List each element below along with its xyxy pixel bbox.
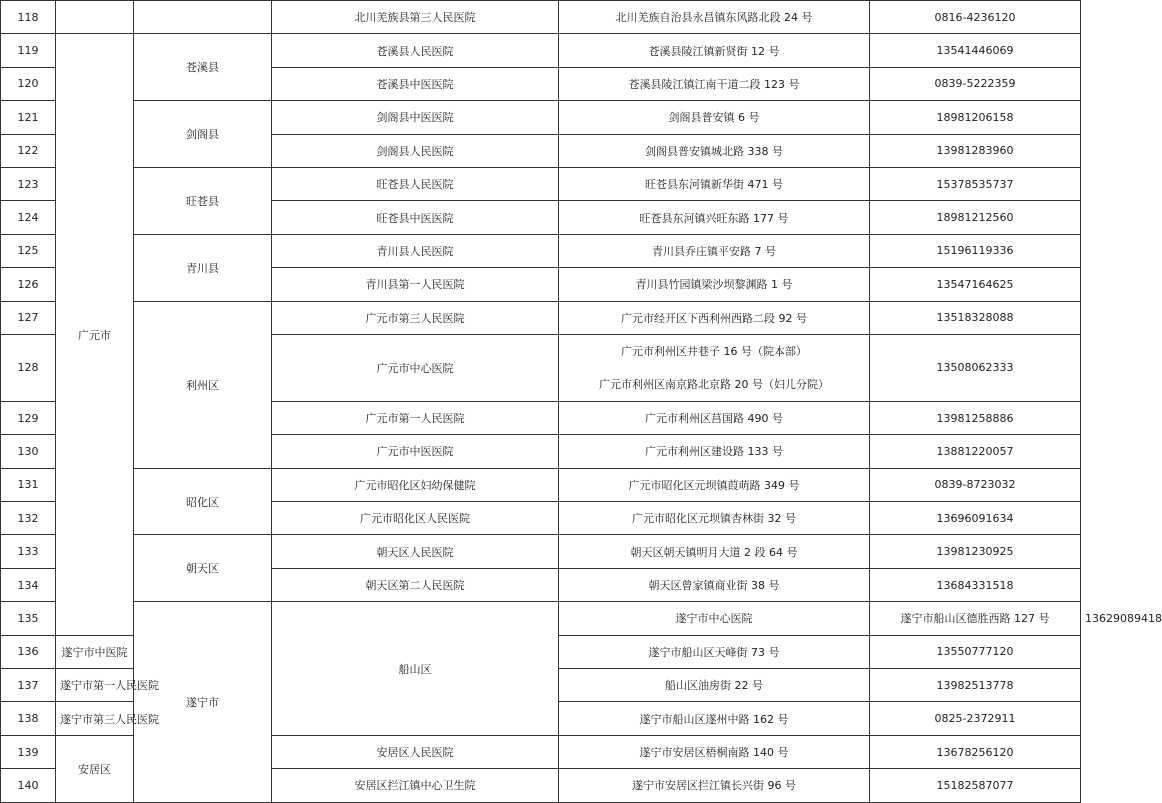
hospital-name: 广元市第三人民医院 [272,301,559,334]
row-number: 121 [1,101,56,134]
hospital-address: 青川县乔庄镇平安路 7 号 [559,234,870,267]
hospital-phone: 18981212560 [870,201,1081,234]
hospital-name: 广元市中医医院 [272,435,559,468]
district-cell: 旺苍县 [134,167,272,234]
hospital-name: 遂宁市第三人民医院 [56,702,134,735]
hospital-phone: 13981258886 [870,401,1081,434]
hospital-address: 遂宁市船山区德胜西路 127 号 [870,602,1081,635]
row-number: 118 [1,1,56,34]
hospital-address: 遂宁市安居区梧桐南路 140 号 [559,735,870,768]
hospital-phone: 13981230925 [870,535,1081,568]
hospital-phone: 13547164625 [870,268,1081,301]
district-cell: 昭化区 [134,468,272,535]
hospital-name: 遂宁市中心医院 [559,602,870,635]
hospital-address: 旺苍县东河镇兴旺东路 177 号 [559,201,870,234]
hospital-name: 苍溪县人民医院 [272,34,559,67]
hospital-phone: 13550777120 [870,635,1081,668]
table-row [1,34,1081,67]
hospital-phone: 0839-5222359 [870,67,1081,100]
district-cell: 苍溪县 [134,34,272,101]
table-row: 135 遂宁市 船山区 遂宁市中心医院 遂宁市船山区德胜西路 127 号 13629089418 [1,602,1081,635]
hospital-name: 遂宁市中医院 [56,635,134,668]
hospital-address: 朝天区朝天镇明月大道 2 段 64 号 [559,535,870,568]
hospital-phone: 13541446069 [870,34,1081,67]
row-number: 123 [1,167,56,200]
hospital-name: 广元市昭化区人民医院 [272,502,559,535]
hospital-name: 青川县人民医院 [272,234,559,267]
row-number: 126 [1,268,56,301]
hospital-name: 广元市第一人民医院 [272,401,559,434]
hospital-phone: 15182587077 [870,769,1081,802]
hospital-phone: 0816-4236120 [870,1,1081,34]
hospital-address: 苍溪县陵江镇江南干道二段 123 号 [559,67,870,100]
row-number: 136 [1,635,56,668]
row-number: 124 [1,201,56,234]
hospital-name: 剑阁县中医医院 [272,101,559,134]
table-row [1,234,1081,267]
district-cell: 剑阁县 [134,101,272,168]
table-row [1,167,1081,200]
hospital-name: 广元市昭化区妇幼保健院 [272,468,559,501]
hospital-name: 旺苍县人民医院 [272,167,559,200]
city-cell [56,1,134,34]
hospital-phone: 13678256120 [870,735,1081,768]
hospital-address: 苍溪县陵江镇新贤街 12 号 [559,34,870,67]
row-number: 134 [1,568,56,601]
hospital-name: 安居区人民医院 [272,735,559,768]
hospital-name: 广元市中心医院 [272,334,559,401]
hospital-name: 苍溪县中医医院 [272,67,559,100]
hospital-phone: 0839-8723032 [870,468,1081,501]
table-row [1,535,1081,568]
hospital-address: 广元市利州区井巷子 16 号（院本部） [621,344,807,358]
district-cell: 朝天区 [134,535,272,602]
table-row [1,101,1081,134]
row-number: 131 [1,468,56,501]
hospital-address: 北川羌族自治县永昌镇东风路北段 24 号 [559,1,870,34]
hospital-name: 朝天区人民医院 [272,535,559,568]
district-cell: 安居区 [56,735,134,802]
district-cell: 船山区 [272,602,559,736]
row-number: 140 [1,769,56,802]
hospital-name: 旺苍县中医医院 [272,201,559,234]
table-row [1,468,1081,501]
hospital-phone: 15378535737 [870,167,1081,200]
row-number: 133 [1,535,56,568]
hospital-address: 广元市利州区建设路 133 号 [559,435,870,468]
hospital-address: 广元市昭化区元坝镇杏林街 32 号 [559,502,870,535]
table-row [1,1,1081,34]
hospital-phone: 15196119336 [870,234,1081,267]
hospital-address: 广元市经开区下西利州西路二段 92 号 [559,301,870,334]
hospital-name: 朝天区第二人民医院 [272,568,559,601]
row-number: 119 [1,34,56,67]
table-row [1,301,1081,334]
hospital-address: 遂宁市船山区遂州中路 162 号 [559,702,870,735]
hospital-address: 青川县竹园镇梁沙坝黎渊路 1 号 [559,268,870,301]
row-number: 139 [1,735,56,768]
city-cell: 遂宁市 [134,602,272,802]
hospital-phone: 13518328088 [870,301,1081,334]
hospital-name: 青川县第一人民医院 [272,268,559,301]
row-number: 137 [1,669,56,702]
city-cell: 广元市 [56,34,134,635]
row-number: 120 [1,67,56,100]
hospital-phone: 13881220057 [870,435,1081,468]
row-number: 127 [1,301,56,334]
hospital-address: 船山区油房街 22 号 [559,669,870,702]
hospital-name: 安居区拦江镇中心卫生院 [272,769,559,802]
hospital-name: 遂宁市第一人民医院 [56,669,134,702]
district-cell [134,1,272,34]
hospital-name: 北川羌族县第三人民医院 [272,1,559,34]
hospital-phone: 13981283960 [870,134,1081,167]
row-number: 122 [1,134,56,167]
hospital-phone: 0825-2372911 [870,702,1081,735]
hospital-phone: 13508062333 [870,334,1081,401]
row-number: 132 [1,502,56,535]
hospital-address: 朝天区曾家镇商业街 38 号 [559,568,870,601]
row-number: 135 [1,602,56,635]
hospital-phone: 13696091634 [870,502,1081,535]
hospital-address: 旺苍县东河镇新华街 471 号 [559,167,870,200]
row-number: 130 [1,435,56,468]
hospital-address-branch: 广元市利州区南京路北京路 20 号（妇儿分院） [599,377,829,391]
hospital-address: 广元市利州区莒国路 490 号 [559,401,870,434]
hospital-phone: 18981206158 [870,101,1081,134]
hospital-name: 剑阁县人民医院 [272,134,559,167]
hospital-address: 遂宁市安居区拦江镇长兴街 96 号 [559,769,870,802]
row-number: 125 [1,234,56,267]
hospital-address: 遂宁市船山区天峰街 73 号 [559,635,870,668]
row-number: 138 [1,702,56,735]
hospital-address-cell [559,334,870,401]
row-number: 128 [1,334,56,401]
hospital-address: 剑阁县普安镇城北路 338 号 [559,134,870,167]
hospital-address: 剑阁县普安镇 6 号 [559,101,870,134]
row-number: 129 [1,401,56,434]
hospital-address: 广元市昭化区元坝镇葭萌路 349 号 [559,468,870,501]
hospital-phone: 13684331518 [870,568,1081,601]
hospital-phone: 13982513778 [870,669,1081,702]
district-cell: 利州区 [134,301,272,468]
district-cell: 青川县 [134,234,272,301]
